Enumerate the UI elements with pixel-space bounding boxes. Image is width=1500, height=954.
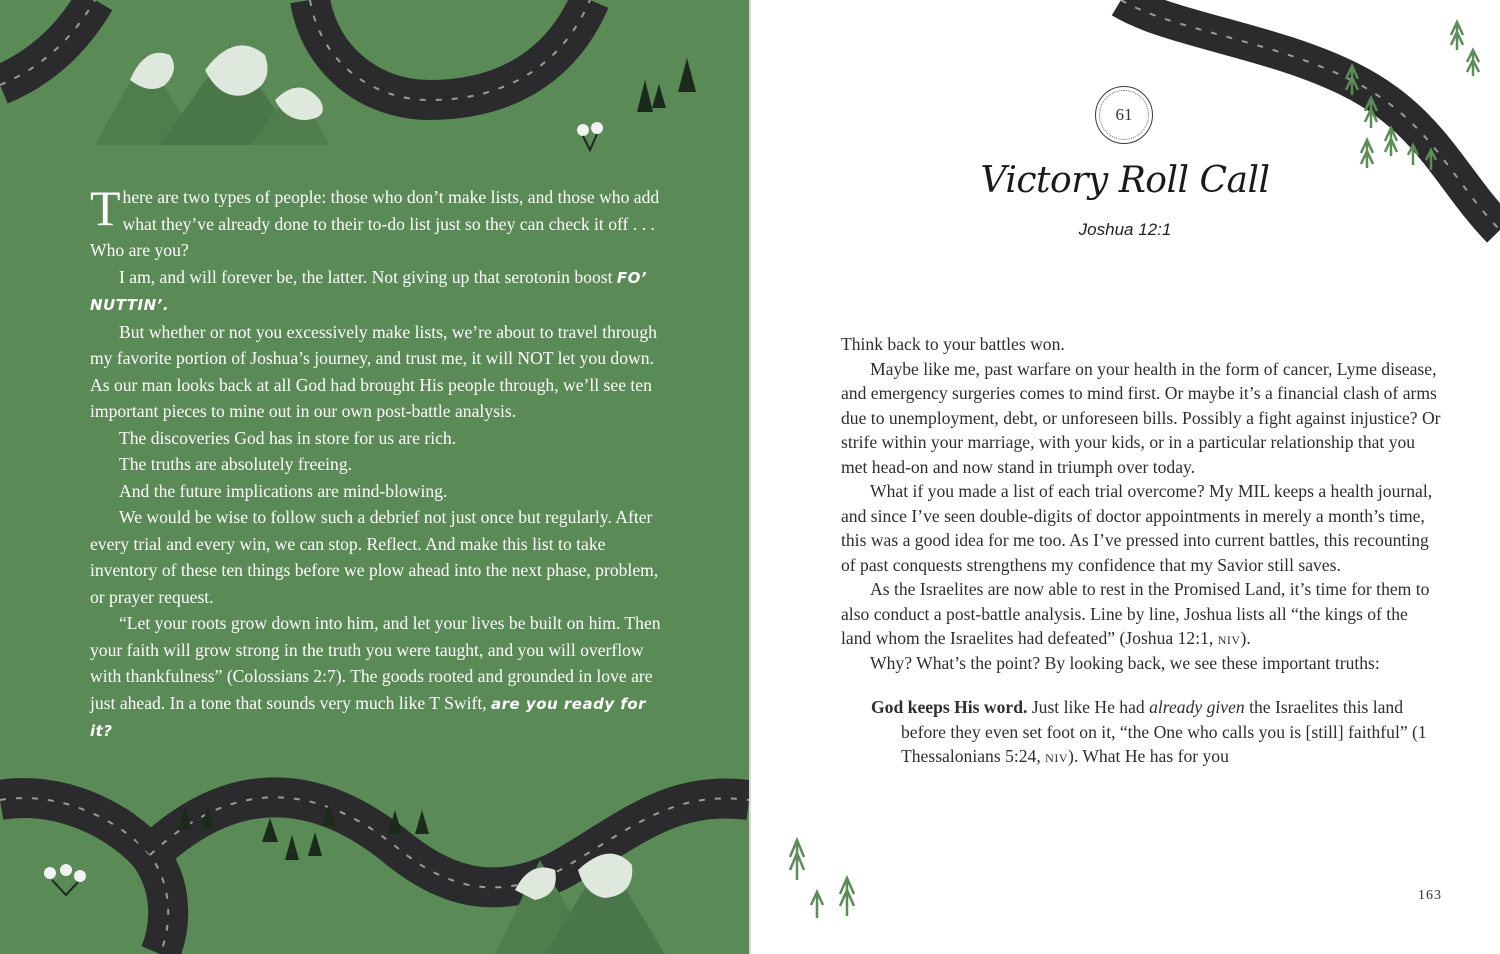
truth-heading: God keeps His word. <box>871 697 1028 717</box>
left-paragraph-4: The discoveries God has in store for us are rich. <box>119 427 457 448</box>
chapter-title: Victory Roll Call <box>980 160 1270 201</box>
bible-version: niv <box>1045 746 1068 766</box>
left-paragraph-6: And the future implications are mind-blowing. <box>119 480 448 501</box>
chapter-number: 61 <box>1115 105 1133 124</box>
right-page-body <box>841 332 1441 769</box>
handwritten-emphasis: FO’ NUTTIN’. <box>90 268 648 314</box>
chapter-number-badge <box>1095 86 1153 144</box>
right-paragraph-5: Why? What’s the point? By looking back, we see these important truths: <box>870 652 1380 673</box>
left-paragraph-2: I am, and will forever be, the latter. Not giving up that serotonin boost FO’ NUTTIN’. <box>90 266 648 314</box>
drop-cap: T <box>90 180 121 236</box>
left-page-body <box>90 180 665 745</box>
right-paragraph-2: Maybe like me, past warfare on your health in the form of cancer, Lyme disease, and emergency surgeries comes to mind first. Or maybe it’s a financial clash of arms due to unemployment, debt, or unforeseen bills. Possibly a fight against injustice? Or strife within your marriage, with your kids, or in a particular relationship that you met head-on and now stand in triumph over today. <box>841 358 1441 477</box>
scripture-reference: Joshua 12:1 <box>1078 220 1172 239</box>
left-paragraph-5: The truths are absolutely freeing. <box>119 454 353 474</box>
left-paragraph-3: But whether or not you excessively make lists, we’re about to travel through my favorite portion of Joshua’s journey, and trust me, it will NOT let you down. As our man looks back at all God had brought His people through, we’ll see ten important pieces to mine out in our own post-battle analysis. <box>90 321 657 421</box>
mountains-top <box>95 45 330 145</box>
right-page <box>751 0 1500 954</box>
page-number: 163 <box>1418 888 1442 903</box>
truth-item: God keeps His word. Just like He had already given the Israelites this land before they even set foot on it, “the One who calls you is [still] faithful” (1 Thessalonians 5:24, niv). What He has for you <box>871 697 1427 766</box>
right-paragraph-1: Think back to your battles won. <box>841 334 1065 354</box>
flowers-top <box>577 122 603 150</box>
trees-bottom-left <box>790 840 854 918</box>
flowers-bottom <box>44 864 86 895</box>
left-paragraph-8: “Let your roots grow down into him, and let your lives be built on him. Then your faith will grow strong in the truth you were taught, and you will overflow with thankfulness” (Colossians 2:7). The goods rooted and grounded in love are just ahead. In a tone that sounds very much like T Swift, are you ready for it? <box>90 613 661 740</box>
left-paragraph-7: We would be wise to follow such a debrief not just once but regularly. After every trial and every win, we can stop. Reflect. And make this list to take inventory of these ten things before we plow ahead into the next phase, problem, or prayer request. <box>90 507 659 607</box>
left-page <box>0 0 749 954</box>
trees-top-right <box>637 58 696 112</box>
right-paragraph-3: What if you made a list of each trial overcome? My MIL keeps a health journal, and since I’ve seen double-digits of doctor appointments in merely a month’s time, this was a good idea for me too. As I’ve pressed into current battles, this recounting of past conquests strengthens my confidence that my Savior still saves. <box>841 481 1433 575</box>
right-paragraph-4: As the Israelites are now able to rest in the Promised Land, it’s time for them to also conduct a post-battle analysis. Line by line, Joshua lists all “the kings of the land whom the Israelites had defeated” (Joshua 12:1, niv). <box>841 579 1430 648</box>
left-paragraph-1: There are two types of people: those who don’t make lists, and those who add what they’ve already done to their to-do list just so they can check it off . . . Who are you? <box>90 180 660 260</box>
handwritten-emphasis: are you ready for it? <box>90 694 647 740</box>
bible-version: niv <box>1217 628 1241 648</box>
